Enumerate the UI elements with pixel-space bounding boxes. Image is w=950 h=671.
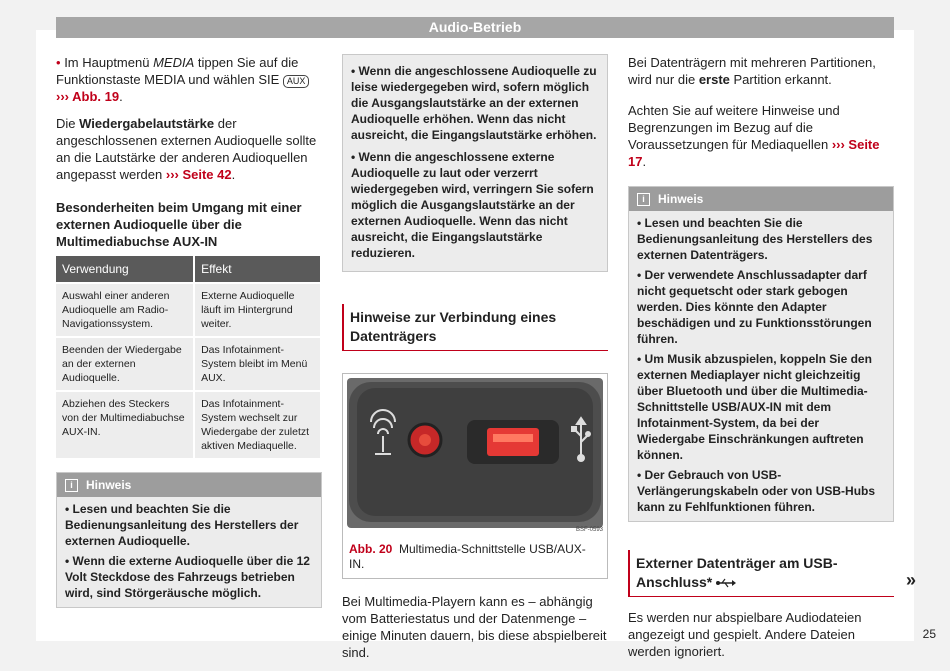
partition-text-2: Partition erkannt. [729,72,832,87]
aux-button-symbol: AUX [283,75,310,88]
intro-end: . [119,89,123,104]
hinweis-item-text: Der Gebrauch von USB-Verlängerungskabeln oder von USB-Hubs kann zu Fehlfunktionen führen. [637,468,876,514]
figure-caption-text: Multimedia-Schnittstelle USB/AUX-IN. [349,542,586,571]
volume-text: Die [56,116,80,131]
hinweis-item: • Lesen und beachten Sie die Bedienungsanleitung des Herstellers des externen Datenträgers. [637,216,873,262]
warning-item-text: Wenn die angeschlossene Audioquelle zu leise wiedergegeben wird, sofern möglich die Ausgangslautstärke an der externen Audioquelle erhöhen. Wenn das nicht ausreicht, die Eingangslautstärke erhöhen. [351,64,597,142]
table-row [56,283,321,337]
hinweis-item-text: Der verwendete Anschlussadapter darf nicht gequetscht oder stark gebogen werden. Dies könnte den Adapter beschädigen und zu Funktionsstörungen führen. [637,268,872,346]
hinweis-title-text: Hinweis [658,192,704,206]
media-term: MEDIA [153,55,195,70]
table-header: Effekt [194,256,321,283]
volume-end: . [231,167,236,182]
hinweis-item-text: Lesen und beachten Sie die Bedienungsanleitung des Herstellers des externen Datenträgers. [637,216,873,262]
volume-text-2: der angeschlossenen externen Audioquelle sollte an die Lautstärke der anderen Audioquellen angepasst werden [56,116,317,182]
hinweis-item-text: Um Musik abzuspielen, koppeln Sie den externen Mediaplayer nicht gleichzeitig über Bluetooth und über die Multimedia-Schnittstelle USB/AUX-IN mit dem Infotainment-System, da bei der Wiedergabe Einschränkungen auftreten können. [637,352,872,462]
table-cell: Das Infotainment-System wechselt zur Wiedergabe der zuletzt aktiven Mediaquelle. [194,391,321,459]
warning-item-text: Wenn die angeschlossene externe Audioquelle zu laut oder verzerrt wiedergegeben wird, verringern Sie sofern möglich die Ausgangslautstärke an der externen Audioquelle. Wenn das nicht ausreicht, die Eingangslautstärke reduzieren. [351,150,594,260]
warning-box [342,54,608,272]
table-cell: Abziehen des Steckers von der Multimediabuchse AUX-IN. [56,391,194,459]
partition-paragraph [628,54,894,88]
page-ref-link[interactable]: ››› Seite 42 [165,167,232,182]
section-heading-usb [628,550,894,597]
multimedia-player-paragraph: Bei Multimedia-Playern kann es – abhängig vom Batteriestatus und der Datenmenge – einige Minuten dauern, bis diese abspielbereit sind. [342,594,607,660]
table-row [56,391,321,459]
usb-aux-interface-image [343,374,607,534]
hinweis-item: • Wenn die externe Audioquelle über die 12 Volt Steckdose des Fahrzeugs betrieben wird, sind Störgeräusche möglich. [65,554,310,600]
intro-text: Im Hauptmenü [64,55,154,70]
aux-table [56,256,322,460]
hinweis-item-text: Lesen und beachten Sie die Bedienungsanleitung des Herstellers der externen Audioquelle. [65,502,299,548]
column-left [56,54,322,608]
hinweis-title [629,187,893,211]
column-middle [342,54,608,671]
info-icon: i [637,193,650,206]
limitations-paragraph [628,102,894,170]
page-number: 25 [922,627,936,641]
audio-files-paragraph: Es werden nur abspielbare Audiodateien angezeigt und gespielt. Andere Dateien werden ignoriert. [628,610,862,659]
bullet-marker: • [56,55,61,70]
hinweis-item: • Der Gebrauch von USB-Verlängerungskabeln oder von USB-Hubs kann zu Fehlfunktionen führen. [637,468,876,514]
continue-arrows: » [905,570,916,590]
table-cell: Das Infotainment-System bleibt im Menü AUX. [194,337,321,391]
hinweis-box-left [56,472,322,608]
partition-bold: erste [698,72,730,87]
intro-paragraph [56,54,322,105]
volume-paragraph [56,115,322,183]
hinweis-item: • Der verwendete Anschlussadapter darf nicht gequetscht oder stark gebogen werden. Dies könnte den Adapter beschädigen und zu Funktionsstörungen führen. [637,268,872,346]
warning-item: • Wenn die angeschlossene externe Audioquelle zu laut oder verzerrt wiedergegeben wird, verringern Sie sofern möglich die Ausgangslautstärke an der externen Audioquelle. Wenn das nicht ausreicht, die Eingangslautstärke reduzieren. [351,150,594,260]
column-right [628,54,894,670]
hinweis-title [57,473,321,497]
figure-label: Abb. 20 [349,542,393,556]
aux-subheading: Besonderheiten beim Umgang mit einer externen Audioquelle über die Multimediabuchse AUX-IN [56,200,302,249]
usb-aux-figure [342,373,608,579]
hinweis-item: • Lesen und beachten Sie die Bedienungsanleitung des Herstellers der externen Audioquelle. [65,502,299,548]
table-cell: Externe Audioquelle läuft im Hintergrund weiter. [194,283,321,337]
volume-bold: Wiedergabelautstärke [79,116,215,131]
table-header: Verwendung [56,256,194,283]
limitations-text: Achten Sie auf weitere Hinweise und Begrenzungen im Bezug auf die Voraussetzungen für Mediaquellen [628,103,840,152]
info-icon: i [65,479,78,492]
hinweis-title-text: Hinweis [86,478,132,492]
hinweis-item: • Um Musik abzuspielen, koppeln Sie den externen Mediaplayer nicht gleichzeitig über Bluetooth und über die Multimedia-Schnittstelle USB/AUX-IN mit dem Infotainment-System, da bei der Wiedergabe Einschränkungen auftreten können. [637,352,872,462]
usb-icon [716,578,736,588]
intro-text-2: tippen Sie auf die Funktionstaste MEDIA und wählen SIE [56,55,299,87]
figure-caption [343,538,607,578]
hinweis-box-right [628,186,894,522]
figure-ref-link[interactable]: ››› Abb. 19 [56,89,120,104]
hinweis-item-text: Wenn die externe Audioquelle über die 12 Volt Steckdose des Fahrzeugs betrieben wird, sind Störgeräusche möglich. [65,554,310,600]
warning-item: • Wenn die angeschlossene Audioquelle zu leise wiedergegeben wird, sofern möglich die Ausgangslautstärke an der externen Audioquelle erhöhen. Wenn das nicht ausreicht, die Eingangslautstärke erhöhen. [351,64,597,142]
section-heading-usb-text: Externer Datenträger am USB-Anschluss* [636,555,838,590]
limitations-end: . [642,154,647,169]
table-row [56,337,321,391]
figure-code: BSF-0593 [575,527,603,533]
section-heading-connection: Hinweise zur Verbindung eines Datenträgers [342,304,608,351]
table-cell: Auswahl einer anderen Audioquelle am Radio-Navigationssystem. [56,283,194,337]
page-ref-link[interactable]: ››› Seite 17 [628,137,880,169]
table-cell: Beenden der Wiedergabe an der externen Audioquelle. [56,337,194,391]
page-header: Audio-Betrieb [56,17,894,38]
partition-text: Bei Datenträgern mit mehreren Partitionen, wird nur die [628,55,876,87]
